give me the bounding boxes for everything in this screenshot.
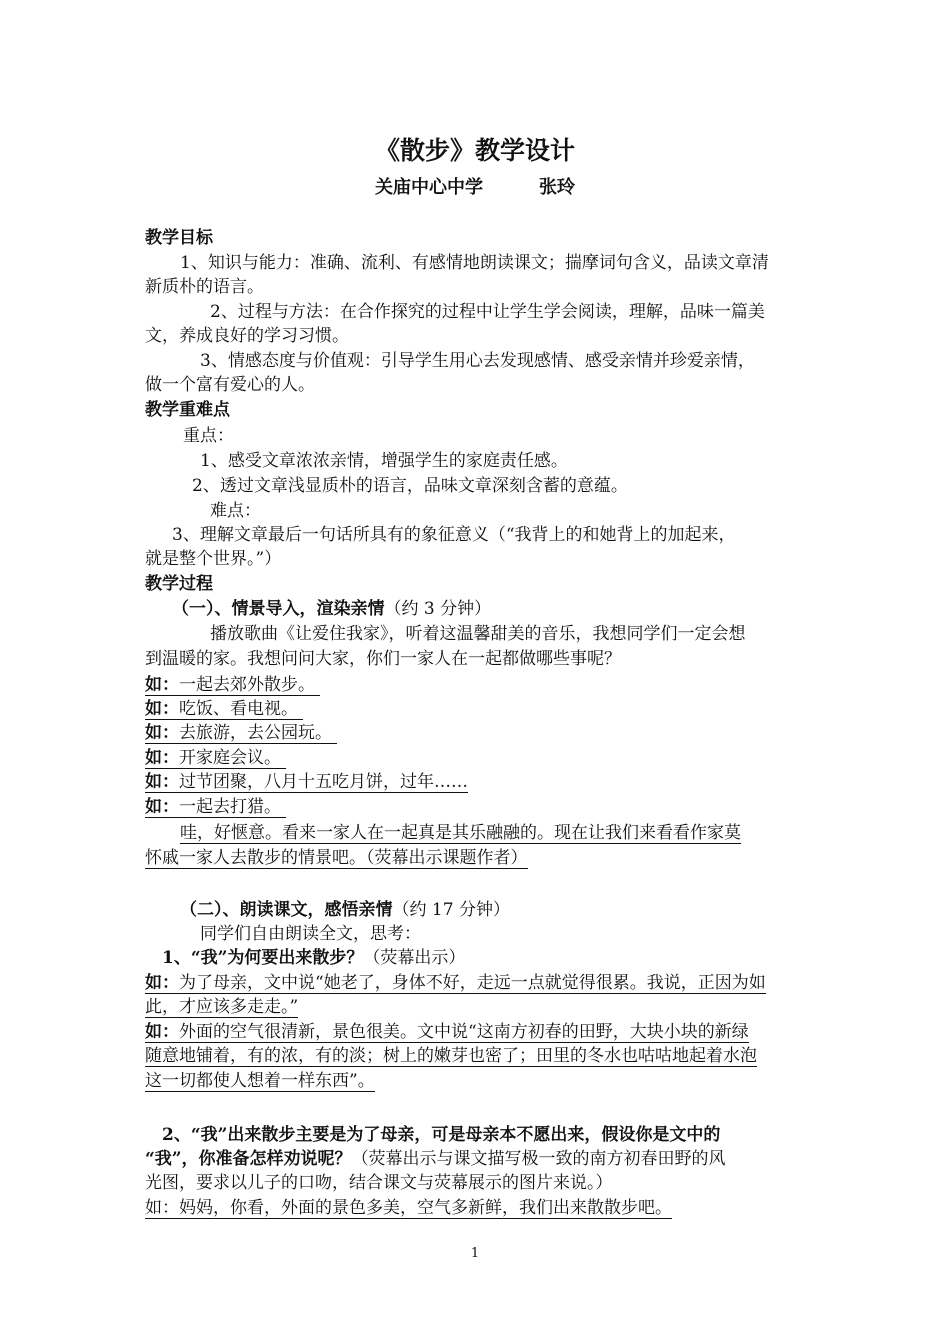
heading-goals: 教学目标: [145, 228, 213, 248]
author-school: 关庙中心中学: [375, 177, 483, 198]
example-prefix: 如：: [145, 1022, 179, 1042]
answer-2-line-1: 如：外面的空气很清新，景色很美。文中说“这南方初春的田野，大块小块的新绿: [145, 1022, 749, 1042]
question-2-line-2: “我”，你准备怎样劝说呢？（荧幕出示与课文描写极一致的南方初春田野的风: [145, 1149, 726, 1169]
author-line: [0, 176, 950, 200]
reading-prompt: 同学们自由朗读全文，思考：: [200, 924, 421, 944]
example-6: 如：一起去打猎。: [145, 795, 286, 819]
example-prefix: 如：: [145, 772, 179, 792]
transition-line-1: 哇，好惬意。看来一家人在一起真是其乐融融的。现在让我们来看看作家莫: [180, 823, 741, 843]
goal-1-line-2: 新质朴的语言。: [145, 277, 264, 297]
heading-process: 教学过程: [145, 574, 213, 594]
answer-2-line-3: 这一切都使人想着一样东西”。: [145, 1071, 375, 1091]
key-label: 重点：: [183, 426, 234, 446]
section-2-time: （约 17 分钟）: [392, 900, 510, 920]
example-prefix: 如：: [145, 748, 179, 768]
section-1-title: （一）、情景导入，渲染亲情: [172, 599, 385, 619]
example-1: 如：一起去郊外散步。: [145, 673, 320, 697]
key-point-1: 1、感受文章浓浓亲情，增强学生的家庭责任感。: [200, 451, 568, 471]
difficulty-line-1: 3、理解文章最后一句话所具有的象征意义（“我背上的和她背上的加起来，: [172, 525, 736, 545]
section-2-heading: [180, 898, 510, 922]
question-2-line-3: 光图，要求以儿子的口吻，结合课文与荧幕展示的图片来说。）: [145, 1173, 613, 1193]
question-1: 1、“我”为何要出来散步？（荧幕出示）: [162, 948, 466, 968]
goal-3-line-2: 做一个富有爱心的人。: [145, 375, 315, 395]
example-5: 如：过节团聚，八月十五吃月饼，过年……: [145, 772, 468, 792]
example-prefix: 如：: [145, 699, 179, 719]
answer-2-line-2: 随意地铺着，有的浓，有的淡；树上的嫩芽也密了；田里的冬水也咕咕地起着水泡: [145, 1046, 757, 1066]
example-prefix: 如：: [145, 797, 179, 817]
goal-3-line-1: 3、情感态度与价值观：引导学生用心去发现感情、感受亲情并珍爱亲情，: [200, 351, 755, 371]
question-2-line-1: 2、“我”出来散步主要是为了母亲，可是母亲本不愿出来，假设你是文中的: [162, 1125, 721, 1145]
key-point-2: 2、透过文章浅显质朴的语言，品味文章深刻含蓄的意蕴。: [192, 476, 628, 496]
example-prefix: 如：: [145, 973, 179, 993]
goal-1-line-1: 1、知识与能力：准确、流利、有感情地朗读课文；揣摩词句含义，品读文章清: [180, 253, 769, 273]
example-4: 如：开家庭会议。: [145, 746, 286, 770]
transition-line-2: 怀戚一家人去散步的情景吧。（荧幕出示课题作者）: [145, 848, 528, 868]
goal-2-line-2: 文，养成良好的学习习惯。: [145, 326, 349, 346]
goal-2-line-1: 2、过程与方法：在合作探究的过程中让学生学会阅读，理解，品味一篇美: [210, 302, 765, 322]
heading-key-points: 教学重难点: [145, 400, 230, 420]
difficulty-label: 难点：: [210, 501, 261, 521]
difficulty-line-2: 就是整个世界。”）: [145, 549, 282, 569]
intro-line-2: 到温暖的家。我想问问大家，你们一家人在一起都做哪些事呢？: [145, 649, 621, 669]
example-3: 如：去旅游，去公园玩。: [145, 721, 337, 745]
example-prefix: 如：: [145, 675, 179, 695]
example-prefix: 如：: [145, 723, 179, 743]
section-1-heading: [172, 597, 491, 621]
example-2: 如：吃饭、看电视。: [145, 697, 303, 721]
answer-1-line-1: 如：为了母亲，文中说“她老了，身体不好，走远一点就觉得很累。我说，正因为如: [145, 973, 766, 993]
page-title: 《散步》教学设计: [374, 136, 575, 165]
section-2-title: （二）、朗读课文，感悟亲情: [180, 900, 393, 920]
answer-1-line-2: 此，才应该多走走。”: [145, 997, 299, 1017]
page-number: 1: [470, 1246, 480, 1261]
answer-3: 如：妈妈，你看，外面的景色多美，空气多新鲜，我们出来散散步吧。: [145, 1198, 672, 1218]
intro-line-1: 播放歌曲《让爱住我家》，听着这温馨甜美的音乐，我想同学们一定会想: [210, 624, 746, 644]
section-1-time: （约 3 分钟）: [384, 599, 492, 619]
author-name: 张玲: [539, 177, 575, 198]
